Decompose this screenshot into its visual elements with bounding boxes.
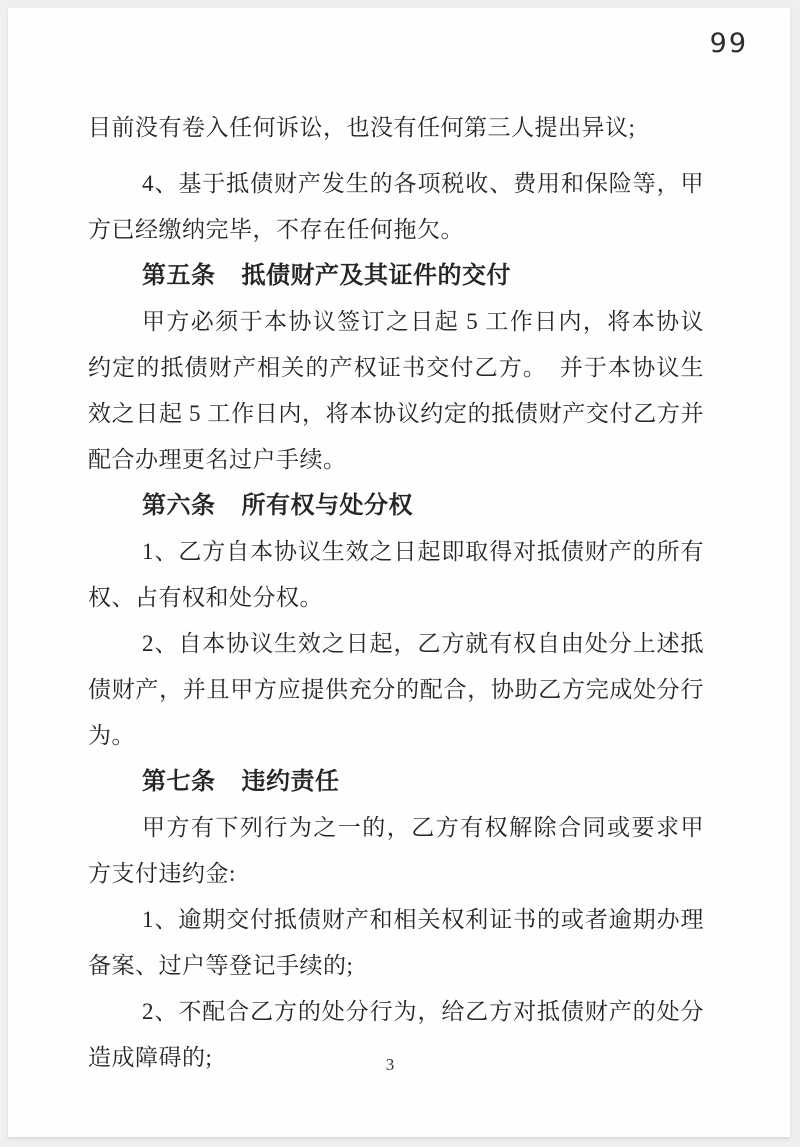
document-page	[8, 8, 790, 1137]
paragraph-breach-intro: 甲方有下列行为之一的，乙方有权解除合同或要求甲方支付违约金:	[88, 815, 704, 886]
paragraph-delivery-terms: 甲方必须于本协议签订之日起 5 工作日内，将本协议约定的抵债财产相关的产权证书交付乙方。 并于本协议生效之日起 5 工作日内，将本协议约定的抵债财产交付乙方并配合办理更名过户手续。	[88, 309, 704, 472]
paragraph-breach-item-1: 1、逾期交付抵债财产和相关权利证书的或者逾期办理备案、过户等登记手续的;	[88, 907, 704, 978]
footer-page-number: 3	[385, 1055, 395, 1074]
paragraph-item-4: 4、基于抵债财产发生的各项税收、费用和保险等，甲方已经缴纳完毕，不存在任何拖欠。	[88, 171, 704, 242]
corner-page-number: 99	[709, 28, 748, 59]
paragraph-continuation: 目前没有卷入任何诉讼，也没有任何第三人提出异议;	[88, 115, 636, 140]
section-title: 抵债财产及其证件的交付	[241, 263, 511, 289]
paragraph-ownership-item-1: 1、乙方自本协议生效之日起即取得对抵债财产的所有权、占有权和处分权。	[88, 539, 704, 610]
paragraph-ownership-item-2: 2、自本协议生效之日起，乙方就有权自由处分上述抵债财产，并且甲方应提供充分的配合，协助乙方完成处分行为。	[88, 631, 704, 748]
section-heading-5	[88, 253, 704, 299]
section-title: 所有权与处分权	[241, 493, 413, 519]
document-content	[88, 105, 704, 1081]
section-number: 第六条	[142, 493, 216, 519]
section-title: 违约责任	[241, 769, 340, 795]
section-number: 第五条	[142, 263, 216, 289]
section-heading-6	[88, 483, 704, 529]
paragraph-breach-item-2: 2、不配合乙方的处分行为，给乙方对抵债财产的处分造成障碍的;	[88, 999, 704, 1070]
section-number: 第七条	[142, 769, 216, 795]
section-heading-7	[88, 759, 704, 805]
